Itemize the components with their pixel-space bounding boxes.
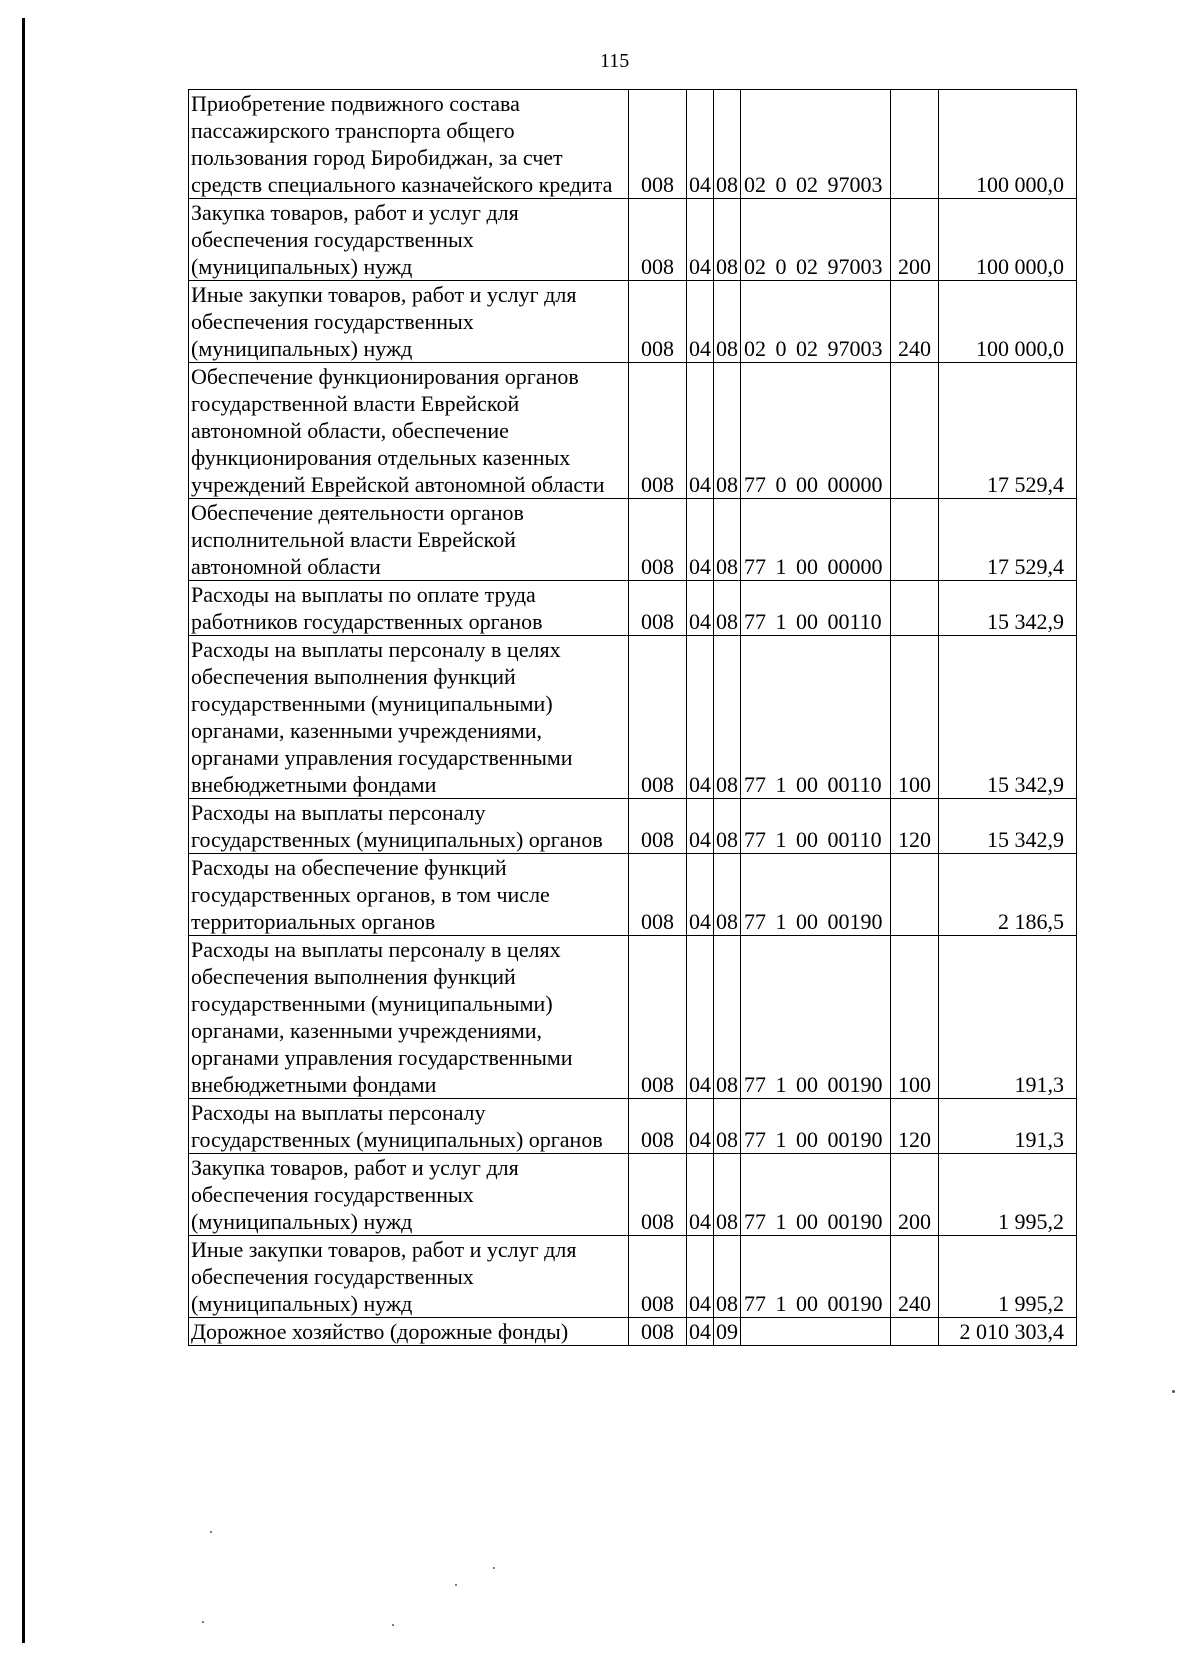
ved-code-cell: 008: [629, 854, 687, 936]
amount-cell: 100 000,0: [939, 281, 1077, 363]
ved-code-cell: 008: [629, 1154, 687, 1236]
table-row: [189, 1236, 1077, 1318]
amount-cell: 17 529,4: [939, 363, 1077, 499]
section-code-cell: 04: [687, 1236, 714, 1318]
row-name-cell: Иные закупки товаров, работ и услуг для обеспечения государственных (муниципальных) нужд: [189, 281, 629, 363]
amount-cell: 191,3: [939, 1099, 1077, 1154]
target-article-code-cell: 77 1 00 00190: [741, 1236, 891, 1318]
subsection-code-cell: 08: [714, 636, 741, 799]
subsection-code-cell: 08: [714, 854, 741, 936]
ved-code-cell: 008: [629, 199, 687, 281]
section-code-cell: 04: [687, 1099, 714, 1154]
subsection-code-cell: 08: [714, 90, 741, 199]
target-article-code-cell: [741, 1318, 891, 1346]
expense-type-code-cell: 240: [891, 1236, 939, 1318]
subsection-code-cell: 08: [714, 281, 741, 363]
scan-speck: [493, 1567, 495, 1569]
section-code-cell: 04: [687, 936, 714, 1099]
row-name-cell: Расходы на выплаты персоналу в целях обеспечения выполнения функций государственными (муниципальными) органами, казенными учреждениями, органами управления государственными внебюджетными фондами: [189, 936, 629, 1099]
table-row: [189, 363, 1077, 499]
scan-speck: [1172, 1390, 1175, 1393]
row-name-cell: Обеспечение функционирования органов государственной власти Еврейской автономной области, обеспечение функционирования отдельных казенных учреждений Еврейской автономной области: [189, 363, 629, 499]
row-name-cell: Обеспечение деятельности органов исполнительной власти Еврейской автономной области: [189, 499, 629, 581]
target-article-code-cell: 02 0 02 97003: [741, 281, 891, 363]
ved-code-cell: 008: [629, 363, 687, 499]
table-row: [189, 499, 1077, 581]
table-row: [189, 854, 1077, 936]
row-name-cell: Расходы на выплаты персоналу в целях обеспечения выполнения функций государственными (муниципальными) органами, казенными учреждениями, органами управления государственными внебюджетными фондами: [189, 636, 629, 799]
ved-code-cell: 008: [629, 1236, 687, 1318]
table-row: [189, 581, 1077, 636]
ved-code-cell: 008: [629, 799, 687, 854]
table-row: [189, 90, 1077, 199]
section-code-cell: 04: [687, 581, 714, 636]
expense-type-code-cell: [891, 854, 939, 936]
target-article-code-cell: 77 1 00 00190: [741, 1154, 891, 1236]
expense-type-code-cell: 100: [891, 636, 939, 799]
table-row: [189, 936, 1077, 1099]
target-article-code-cell: 77 1 00 00190: [741, 1099, 891, 1154]
section-code-cell: 04: [687, 90, 714, 199]
ved-code-cell: 008: [629, 281, 687, 363]
expense-type-code-cell: 200: [891, 1154, 939, 1236]
target-article-code-cell: 02 0 02 97003: [741, 199, 891, 281]
expense-type-code-cell: 240: [891, 281, 939, 363]
expense-type-code-cell: [891, 499, 939, 581]
row-name-cell: Закупка товаров, работ и услуг для обеспечения государственных (муниципальных) нужд: [189, 199, 629, 281]
row-name-cell: Расходы на выплаты персоналу государственных (муниципальных) органов: [189, 799, 629, 854]
amount-cell: 2 010 303,4: [939, 1318, 1077, 1346]
table-row: [189, 1154, 1077, 1236]
expense-type-code-cell: 120: [891, 799, 939, 854]
table-row: [189, 636, 1077, 799]
table-row: [189, 1318, 1077, 1346]
section-code-cell: 04: [687, 199, 714, 281]
row-name-cell: Расходы на обеспечение функций государственных органов, в том числе территориальных органов: [189, 854, 629, 936]
scan-speck: [455, 1584, 457, 1586]
row-name-cell: Приобретение подвижного состава пассажирского транспорта общего пользования город Биробиджан, за счет средств специального казначейского кредита: [189, 90, 629, 199]
subsection-code-cell: 09: [714, 1318, 741, 1346]
subsection-code-cell: 08: [714, 199, 741, 281]
table-row: [189, 281, 1077, 363]
ved-code-cell: 008: [629, 90, 687, 199]
amount-cell: 15 342,9: [939, 636, 1077, 799]
amount-cell: 1 995,2: [939, 1154, 1077, 1236]
subsection-code-cell: 08: [714, 1236, 741, 1318]
target-article-code-cell: 77 0 00 00000: [741, 363, 891, 499]
section-code-cell: 04: [687, 1318, 714, 1346]
target-article-code-cell: 77 1 00 00190: [741, 854, 891, 936]
section-code-cell: 04: [687, 854, 714, 936]
scan-speck: [202, 1621, 204, 1623]
row-name-cell: Расходы на выплаты персоналу государственных (муниципальных) органов: [189, 1099, 629, 1154]
target-article-code-cell: 77 1 00 00110: [741, 799, 891, 854]
section-code-cell: 04: [687, 1154, 714, 1236]
ved-code-cell: 008: [629, 581, 687, 636]
amount-cell: 100 000,0: [939, 199, 1077, 281]
table-row: [189, 1099, 1077, 1154]
target-article-code-cell: 77 1 00 00110: [741, 636, 891, 799]
expense-type-code-cell: 120: [891, 1099, 939, 1154]
target-article-code-cell: 77 1 00 00000: [741, 499, 891, 581]
subsection-code-cell: 08: [714, 1154, 741, 1236]
section-code-cell: 04: [687, 281, 714, 363]
scan-speck: [210, 1531, 212, 1533]
subsection-code-cell: 08: [714, 1099, 741, 1154]
amount-cell: 191,3: [939, 936, 1077, 1099]
budget-table-body: [189, 90, 1077, 1346]
row-name-cell: Дорожное хозяйство (дорожные фонды): [189, 1318, 629, 1346]
amount-cell: 100 000,0: [939, 90, 1077, 199]
amount-cell: 17 529,4: [939, 499, 1077, 581]
ved-code-cell: 008: [629, 636, 687, 799]
table-row: [189, 799, 1077, 854]
target-article-code-cell: 77 1 00 00110: [741, 581, 891, 636]
section-code-cell: 04: [687, 499, 714, 581]
expense-type-code-cell: [891, 1318, 939, 1346]
row-name-cell: Закупка товаров, работ и услуг для обеспечения государственных (муниципальных) нужд: [189, 1154, 629, 1236]
section-code-cell: 04: [687, 799, 714, 854]
amount-cell: 15 342,9: [939, 581, 1077, 636]
scan-speck: [392, 1624, 394, 1626]
amount-cell: 2 186,5: [939, 854, 1077, 936]
section-code-cell: 04: [687, 363, 714, 499]
amount-cell: 15 342,9: [939, 799, 1077, 854]
ved-code-cell: 008: [629, 1099, 687, 1154]
subsection-code-cell: 08: [714, 363, 741, 499]
subsection-code-cell: 08: [714, 799, 741, 854]
target-article-code-cell: 02 0 02 97003: [741, 90, 891, 199]
row-name-cell: Иные закупки товаров, работ и услуг для обеспечения государственных (муниципальных) нужд: [189, 1236, 629, 1318]
expense-type-code-cell: [891, 363, 939, 499]
ved-code-cell: 008: [629, 499, 687, 581]
row-name-cell: Расходы на выплаты по оплате труда работников государственных органов: [189, 581, 629, 636]
expense-type-code-cell: 100: [891, 936, 939, 1099]
expense-type-code-cell: 200: [891, 199, 939, 281]
ved-code-cell: 008: [629, 936, 687, 1099]
target-article-code-cell: 77 1 00 00190: [741, 936, 891, 1099]
amount-cell: 1 995,2: [939, 1236, 1077, 1318]
page-number: 115: [600, 50, 630, 72]
subsection-code-cell: 08: [714, 581, 741, 636]
scan-edge-line: [22, 18, 25, 1643]
ved-code-cell: 008: [629, 1318, 687, 1346]
subsection-code-cell: 08: [714, 499, 741, 581]
expense-type-code-cell: [891, 90, 939, 199]
section-code-cell: 04: [687, 636, 714, 799]
table-row: [189, 199, 1077, 281]
subsection-code-cell: 08: [714, 936, 741, 1099]
expense-type-code-cell: [891, 581, 939, 636]
budget-table: [188, 89, 1077, 1346]
